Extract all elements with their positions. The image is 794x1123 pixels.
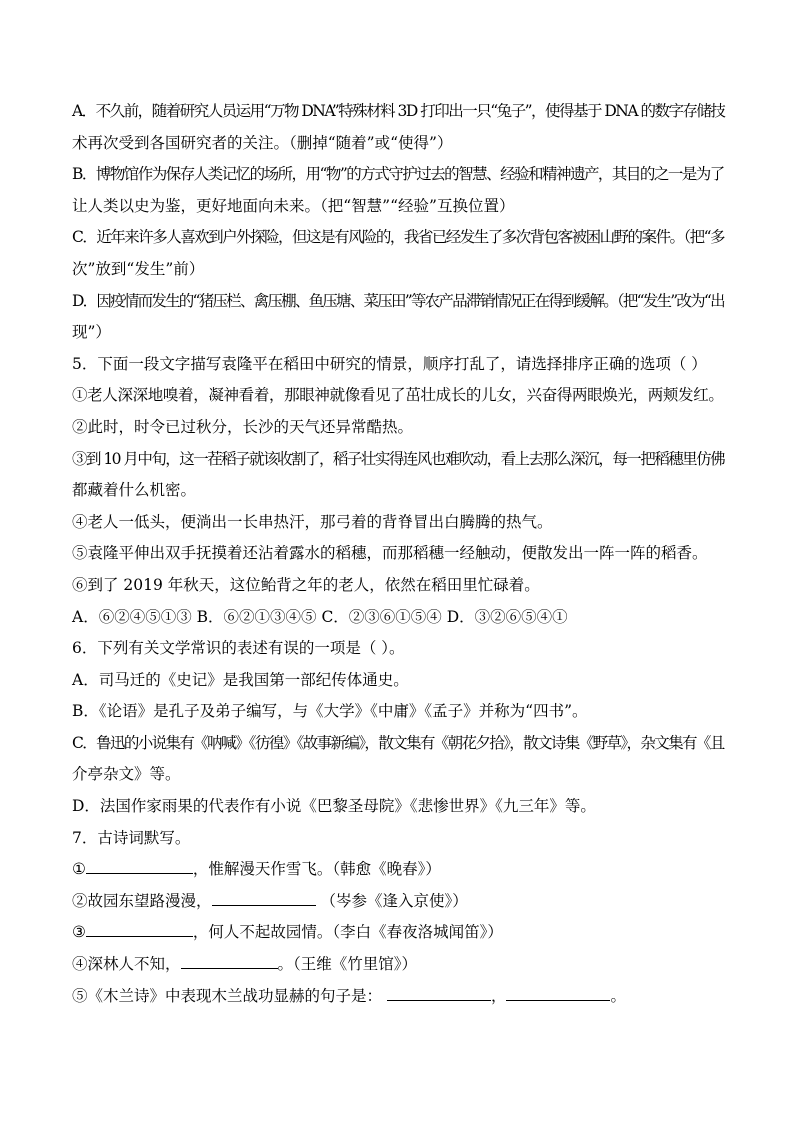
text-line: 次”放到“发生”前）: [72, 259, 205, 278]
answer-blank[interactable]: [212, 887, 316, 906]
answer-blank[interactable]: [181, 950, 278, 969]
fill-suffix: 。（王维《竹里馆》）: [277, 955, 418, 974]
text-line: ⑥到了 2019 年秋天，这位鲐背之年的老人，依然在稻田里忙碌着。: [72, 575, 540, 594]
fill-blank-line-5: [72, 981, 724, 1013]
text-line: ①老人深深地嗅着，凝神看着，那眼神就像看见了茁壮成长的儿女，兴奋得两眼焕光，两颊发红。: [72, 386, 724, 405]
fill-prefix: ③: [72, 923, 86, 942]
fill-blank-line-1: [72, 854, 724, 886]
answer-blank[interactable]: [86, 918, 193, 937]
text-line: 都藏着什么机密。: [72, 481, 197, 500]
text-line: ③到 10 月中旬，这一茬稻子就该收割了，稻子壮实得连风也难吹动，看上去那么深沉，每一把稻穗里仿佛: [72, 449, 725, 468]
fill-suffix: （岑参《逢入京使》）: [320, 891, 468, 910]
fill-prefix: ②故园东望路漫漫，: [72, 891, 212, 910]
answer-options: A．⑥②④⑤①③ B．⑥②①③④⑤ C．②③⑥①⑤④ D．③②⑥⑤④①: [72, 607, 568, 626]
fill-suffix: ，惟解漫天作雪飞。（韩愈《晚春》）: [192, 860, 441, 879]
fill-suffix: ，何人不起故园情。（李白《春夜洛城闻笛》）: [192, 923, 503, 942]
text-line: 现”）: [72, 323, 111, 342]
text-line: A．不久前，随着研究人员运用“万物 DNA”特殊材料 3D 打印出一只“兔子”，使得基于 DNA 的数字存储技: [72, 102, 725, 120]
question-5-stem: 5．下面一段文字描写袁隆平在稻田中研究的情景，顺序打乱了，请选择排序正确的选项（ ）: [72, 354, 707, 373]
document-page: [72, 96, 724, 1012]
text-line: 术再次受到各国研究者的关注。（删掉“随着”或“使得”）: [72, 133, 453, 152]
fill-prefix: ④深林人不知，: [72, 955, 181, 974]
text-line: C．近年来许多人喜欢到户外探险，但这是有风险的，我省已经发生了多次背包客被困山野的案件。（把“多: [72, 228, 725, 247]
fill-suffix: 。: [610, 986, 626, 1005]
text-line: ②此时，时令已过秋分，长沙的天气还异常酷热。: [72, 417, 414, 436]
question-6-stem: 6．下列有关文学常识的表述有误的一项是（ ）。: [72, 639, 405, 658]
answer-blank[interactable]: [86, 855, 193, 874]
fill-blank-line-2: [72, 886, 724, 918]
text-line: D．因疫情而发生的“猪压栏、禽压棚、鱼压塘、菜压田”等农产品滞销情况正在得到缓解。（把“发生”改为“出: [72, 291, 724, 310]
answer-blank[interactable]: [506, 982, 610, 1001]
text-line: B．博物馆作为保存人类记忆的场所，用“物”的方式守护过去的智慧、经验和精神遗产，其目的之一是为了: [72, 165, 724, 184]
fill-prefix: ⑤《木兰诗》中表现木兰战功显赫的句子是：: [72, 986, 383, 1005]
text-line: ④老人一低头，便淌出一长串热汗，那弓着的背脊冒出白腾腾的热气。: [72, 512, 553, 531]
text-line: 介亭杂文》等。: [72, 765, 181, 784]
answer-blank[interactable]: [387, 982, 491, 1001]
fill-separator: ，: [490, 986, 507, 1005]
text-line: B．《论语》是孔子及弟子编写，与《大学》《中庸》《孟子》并称为“四书”。: [72, 702, 588, 721]
fill-blank-line-3: [72, 917, 724, 949]
text-line: 让人类以史为鉴，更好地面向未来。（把“智慧”“经验”互换位置）: [72, 196, 515, 215]
text-line: D．法国作家雨果的代表作有小说《巴黎圣母院》《悲惨世界》《九三年》等。: [72, 797, 596, 816]
fill-blank-line-4: [72, 949, 724, 981]
text-line: A．司马迁的《史记》是我国第一部纪传体通史。: [72, 670, 409, 689]
question-7-stem: 7．古诗词默写。: [72, 828, 191, 847]
text-line: C．鲁迅的小说集有《呐喊》《彷徨》《故事新编》，散文集有《朝花夕拾》，散文诗集《野草》，杂文集有《且: [72, 733, 724, 752]
fill-prefix: ①: [72, 860, 86, 879]
text-line: ⑤袁隆平伸出双手抚摸着还沾着露水的稻穗，而那稻穗一经触动，便散发出一阵一阵的稻香。: [72, 544, 708, 563]
